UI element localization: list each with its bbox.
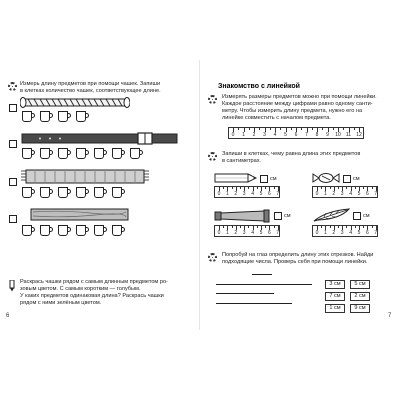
answer-box-belt[interactable] (9, 140, 17, 148)
ruler-tick-minor (330, 226, 331, 228)
intro-line-4: линейке совместить с началом предмета. (222, 115, 331, 121)
ruler-tick-minor (259, 128, 260, 130)
ruler-label: 1 (226, 229, 229, 236)
ruler-small-2 (312, 186, 378, 198)
ruler-tick-minor (354, 128, 355, 130)
ruler-tick-minor (238, 128, 239, 130)
pencil-illustration (214, 172, 258, 184)
ruler-tick-minor (346, 187, 347, 189)
ruler-tick-minor (321, 187, 322, 189)
ruler-label: 2 (332, 229, 336, 236)
cup-icon[interactable] (76, 187, 89, 198)
feather-illustration (312, 207, 352, 223)
ruler-tick-minor (363, 226, 364, 228)
page-number-left: 6 (6, 313, 10, 319)
answer-box-candy[interactable] (343, 175, 351, 183)
ruler-label: 0 (315, 229, 319, 236)
answer-box-board[interactable] (9, 215, 17, 223)
ruler-tick-minor (291, 128, 292, 130)
pencil-icon (8, 280, 16, 292)
ruler-label: 7 (276, 190, 280, 197)
cup-icon[interactable] (94, 225, 107, 236)
ruler-label: 4 (349, 190, 352, 197)
ruler-tick-minor (343, 128, 344, 130)
ruler-tick-minor (355, 187, 356, 189)
cup-icon[interactable] (40, 225, 53, 236)
ruler-tick-minor (322, 128, 323, 130)
answer-option-1[interactable]: 3 см (325, 280, 345, 289)
ruler-label: 3 (242, 190, 246, 197)
cup-icon[interactable] (130, 148, 143, 159)
ruler-tick-minor (248, 226, 249, 228)
cup-icon[interactable] (40, 111, 53, 122)
ruler-label: 3 (263, 131, 266, 138)
segment-1 (252, 274, 272, 275)
task3-line-2: подходящие числа. Проверь себя при помощи линейки. (222, 259, 368, 265)
ruler-label: 5 (259, 229, 263, 236)
ruler-label: 5 (357, 190, 361, 197)
ruler-label: 4 (273, 131, 277, 138)
answer-box-feather[interactable] (353, 212, 361, 220)
ruler-label: 6 (268, 190, 271, 197)
cup-icon[interactable] (58, 148, 71, 159)
ruler-tick-minor (257, 187, 258, 189)
ruler-tick-minor (338, 187, 339, 189)
right-page (200, 60, 400, 330)
rope-illustration (20, 96, 130, 110)
cup-icon[interactable] (112, 148, 125, 159)
ruler-tick-minor (223, 187, 224, 189)
candy-illustration (312, 172, 340, 184)
ruler-label: 7 (374, 229, 378, 236)
ruler-tick-minor (280, 128, 281, 130)
ruler-label: 8 (315, 131, 319, 138)
ruler-tick-minor (346, 226, 347, 228)
ruler-label: 6 (294, 131, 298, 138)
answer-option-2[interactable]: 5 см (350, 280, 370, 289)
ruler-tick-minor (321, 226, 322, 228)
ruler-main (228, 127, 364, 139)
answer-box-telescope[interactable] (274, 212, 282, 220)
ruler-small-1 (214, 186, 280, 198)
task1-line-2: в клетках количество чашек, соответствующее длине. (20, 88, 161, 94)
intro-line-1: Измерять размеры предметов можно при помощи линейки. (222, 94, 377, 100)
ruler-label: 4 (251, 190, 254, 197)
ruler-tick-minor (232, 187, 233, 189)
unit-label: см (353, 176, 360, 182)
intro-line-3: метру. Чтобы измерить длину предмета, нужно его на (222, 108, 363, 114)
cup-icon[interactable] (58, 187, 71, 198)
ruler-tick-minor (240, 187, 241, 189)
ruler-label: 3 (340, 229, 344, 236)
ruler-tick-minor (274, 187, 275, 189)
ruler-tick-minor (363, 187, 364, 189)
ruler-label: 0 (231, 131, 235, 138)
book-spread (0, 60, 400, 330)
task2r-line-2: в сантиметрах. (222, 158, 262, 164)
answer-option-6[interactable]: 9 см (350, 304, 370, 313)
board-illustration (30, 208, 130, 222)
ruler-label: 0 (217, 229, 221, 236)
ruler-label: 5 (259, 190, 263, 197)
cup-icon[interactable] (40, 148, 53, 159)
ruler-label: 3 (340, 190, 344, 197)
ruler-label: 11 (345, 131, 352, 138)
ruler-tick-minor (338, 226, 339, 228)
gear-icon (208, 152, 217, 161)
ruler-label: 7 (374, 190, 378, 197)
ruler-label: 7 (276, 229, 280, 236)
cup-icon[interactable] (76, 111, 89, 122)
task2r-line-1: Запиши в клетках, чему равна длина этих предметов (222, 151, 361, 157)
ruler-tick-minor (301, 128, 302, 130)
ruler-label: 1 (242, 131, 245, 138)
answer-option-3[interactable]: 7 см (325, 292, 345, 301)
ruler-label: 5 (284, 131, 287, 138)
cup-icon[interactable] (22, 187, 35, 198)
task2-line-2: зовым цветом. С самым коротким — голубым. (20, 286, 141, 292)
task1-line-1: Измерь длину предметов при помощи чашек. Запиши (20, 81, 161, 87)
answer-option-4[interactable]: 2 см (350, 292, 370, 301)
gear-icon (8, 82, 17, 91)
segment-3 (216, 293, 274, 294)
ruler-label: 5 (357, 229, 361, 236)
ruler-label: 3 (242, 229, 246, 236)
ruler-tick-minor (355, 226, 356, 228)
ruler-label: 0 (217, 190, 221, 197)
task2-line-4: рядом с ними зелёным цветом. (20, 300, 102, 306)
belt-illustration (20, 132, 180, 146)
ruler-label: 2 (234, 190, 238, 197)
ruler-tick-minor (248, 187, 249, 189)
cup-icon[interactable] (76, 148, 89, 159)
ruler-label: 2 (332, 190, 336, 197)
ruler-label: 2 (252, 131, 256, 138)
task2-text (20, 279, 196, 307)
ruler-label: 1 (226, 190, 229, 197)
task2-line-3: У каких предметов одинаковая длина? Раскрась чашки (20, 293, 164, 299)
ruler-label: 1 (324, 229, 327, 236)
ruler-label: 6 (268, 229, 271, 236)
ruler-label: 9 (326, 131, 329, 138)
ruler-tick-minor (257, 226, 258, 228)
answer-box-scarf[interactable] (9, 178, 17, 186)
ruler-tick-minor (312, 128, 313, 130)
cup-icon[interactable] (112, 187, 125, 198)
cup-icon[interactable] (58, 111, 71, 122)
cup-icon[interactable] (22, 148, 35, 159)
ruler-label: 7 (305, 131, 308, 138)
ruler-tick-minor (265, 226, 266, 228)
ruler-tick-minor (249, 128, 250, 130)
ruler-small-4 (312, 225, 378, 237)
task3-line-1: Попробуй на глаз определить длину этих отрезков. Найди (222, 252, 374, 258)
ruler-tick-minor (274, 226, 275, 228)
ruler-tick-minor (372, 226, 373, 228)
unit-label: см (284, 213, 291, 219)
ruler-tick-minor (240, 226, 241, 228)
ruler-label: 0 (315, 190, 319, 197)
cup-icon[interactable] (40, 187, 53, 198)
scarf-illustration (20, 168, 150, 186)
ruler-label: 10 (335, 131, 341, 138)
ruler-label: 2 (234, 229, 238, 236)
intro-text (222, 94, 397, 122)
unit-label: см (363, 213, 370, 219)
cup-icon[interactable] (112, 225, 125, 236)
ruler-label: 6 (366, 229, 369, 236)
task2-text-right (222, 151, 397, 165)
left-page (0, 60, 200, 330)
page-number-right: 7 (388, 313, 392, 319)
answer-box-rope[interactable] (9, 104, 17, 112)
cup-icon[interactable] (22, 111, 35, 122)
intro-line-2: Каждое расстояние между цифрами равно одному санти- (222, 101, 373, 107)
cup-icon[interactable] (58, 225, 71, 236)
gear-icon (208, 253, 217, 262)
gear-icon (208, 95, 217, 104)
ruler-label: 4 (349, 229, 352, 236)
segment-2 (216, 284, 312, 285)
unit-label: см (270, 176, 277, 182)
ruler-label: 4 (251, 229, 254, 236)
ruler-tick-minor (265, 187, 266, 189)
cup-icon[interactable] (94, 187, 107, 198)
ruler-label: 1 (324, 190, 327, 197)
segment-4 (216, 303, 292, 304)
telescope-illustration (214, 209, 270, 223)
ruler-small-3 (214, 225, 280, 237)
ruler-tick-minor (270, 128, 271, 130)
answer-box-pencil[interactable] (260, 175, 268, 183)
ruler-label: 12 (356, 131, 362, 138)
task1-text (20, 81, 196, 95)
cup-icon[interactable] (76, 225, 89, 236)
ruler-tick-minor (333, 128, 334, 130)
task3-text (222, 252, 397, 266)
task2-line-1: Раскрась чашки рядом с самым длинным предметом ро- (20, 279, 168, 285)
cup-icon[interactable] (94, 148, 107, 159)
ruler-tick-minor (330, 187, 331, 189)
ruler-tick-minor (223, 226, 224, 228)
answer-option-5[interactable]: 1 см (325, 304, 345, 313)
ruler-label: 6 (366, 190, 369, 197)
page-heading: Знакомство с линейкой (218, 83, 300, 90)
cup-icon[interactable] (22, 225, 35, 236)
ruler-tick-minor (372, 187, 373, 189)
ruler-tick-minor (232, 226, 233, 228)
